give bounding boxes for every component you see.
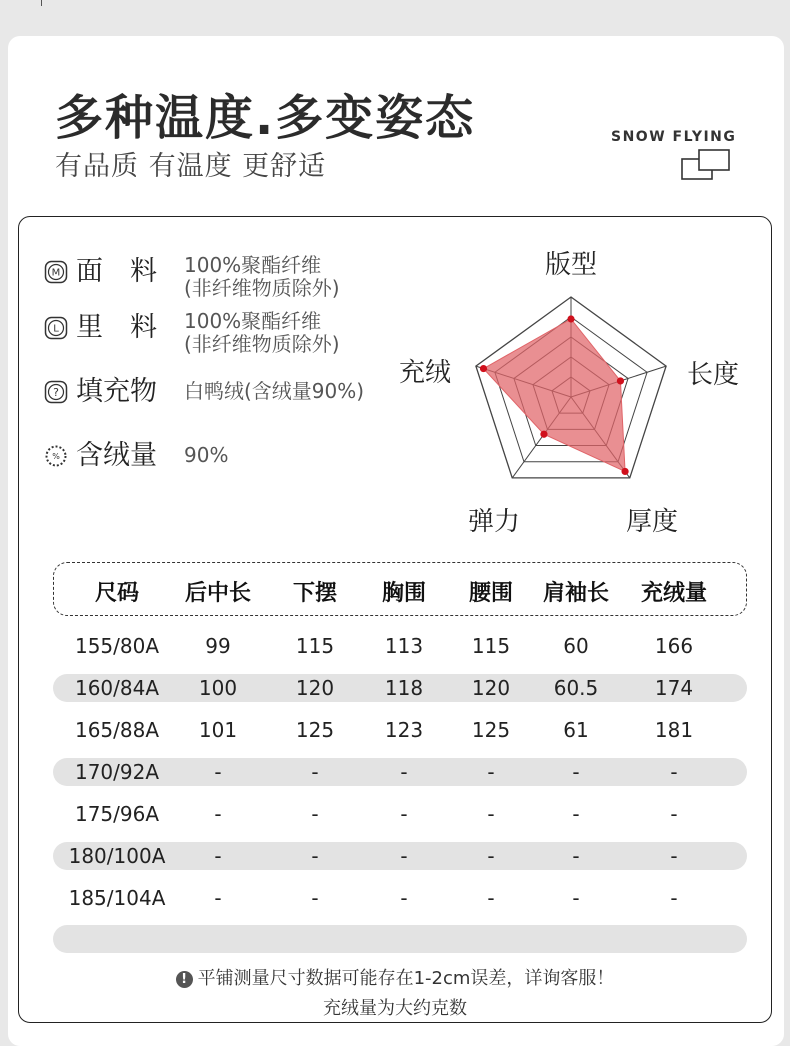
radar-axis-label: 长度 xyxy=(687,360,740,390)
spec-label: 含绒量 xyxy=(76,440,157,471)
table-header-cell: 后中长 xyxy=(184,581,252,606)
svg-text:%: % xyxy=(52,452,60,461)
table-header-cell: 充绒量 xyxy=(640,581,708,606)
table-cell: 115 xyxy=(471,634,511,658)
table-cell: - xyxy=(572,886,580,910)
table-cell: 125 xyxy=(295,718,335,742)
spec-row-down-content xyxy=(44,438,229,471)
table-cell: - xyxy=(487,760,495,784)
table-cell: 61 xyxy=(563,718,589,742)
table-cell: - xyxy=(487,802,495,826)
table-cell: - xyxy=(311,802,319,826)
table-cell: 125 xyxy=(471,718,511,742)
table-cell: 166 xyxy=(654,634,694,658)
table-header-cell: 尺码 xyxy=(94,581,140,606)
question-badge-icon xyxy=(44,380,68,404)
table-cell: - xyxy=(214,886,222,910)
svg-text:?: ? xyxy=(53,386,59,399)
spec-value: 100%聚酯纤维 (非纤维物质除外) xyxy=(184,309,340,356)
table-header-cell: 腰围 xyxy=(468,581,514,606)
radar-axis-label: 充绒 xyxy=(399,358,452,388)
table-cell: - xyxy=(311,844,319,868)
measurement-note: ! 平铺测量尺寸数据可能存在1-2cm误差，详询客服！ xyxy=(0,964,790,990)
table-cell: 170/92A xyxy=(74,760,160,784)
table-header-cell: 胸围 xyxy=(381,581,427,606)
table-cell: - xyxy=(670,802,678,826)
brand-name: SNOW FLYING xyxy=(611,129,737,145)
table-cell: 60 xyxy=(563,634,589,658)
spec-row-fabric xyxy=(44,253,340,300)
spec-label: 填充物 xyxy=(76,376,157,407)
table-cell: - xyxy=(400,760,408,784)
table-cell: 101 xyxy=(198,718,238,742)
table-cell: 120 xyxy=(471,676,511,700)
spec-value: 白鸭绒(含绒量90%) xyxy=(184,379,365,403)
table-cell: 123 xyxy=(384,718,424,742)
table-cell: 120 xyxy=(295,676,335,700)
table-cell: 160/84A xyxy=(74,676,160,700)
table-cell: 113 xyxy=(384,634,424,658)
percent-gauge-icon xyxy=(44,444,68,468)
table-header-cell: 下摆 xyxy=(292,581,338,606)
table-cell: 165/88A xyxy=(74,718,160,742)
table-cell: 60.5 xyxy=(553,676,599,700)
table-cell: 99 xyxy=(205,634,231,658)
exclamation-icon: ! xyxy=(176,971,193,988)
table-header-cell: 肩袖长 xyxy=(542,581,610,606)
spec-row-filling xyxy=(44,374,365,407)
spec-label: 里 料 xyxy=(76,312,157,343)
table-cell: - xyxy=(400,886,408,910)
down-weight-note: 充绒量为大约克数 xyxy=(323,998,467,1019)
table-cell: - xyxy=(572,760,580,784)
radar-value-point xyxy=(567,315,574,322)
spec-row-lining xyxy=(44,309,340,356)
spec-value: 100%聚酯纤维 (非纤维物质除外) xyxy=(184,253,340,300)
table-cell: - xyxy=(670,886,678,910)
table-cell: 155/80A xyxy=(74,634,160,658)
radar-value-point xyxy=(540,431,547,438)
radar-value-point xyxy=(480,365,487,372)
table-cell: - xyxy=(400,844,408,868)
L-badge-icon xyxy=(44,316,68,340)
radar-value-point xyxy=(617,377,624,384)
table-cell: - xyxy=(572,844,580,868)
table-cell: - xyxy=(487,844,495,868)
table-cell: - xyxy=(214,802,222,826)
table-cell: 185/104A xyxy=(68,886,166,910)
top-divider-tick xyxy=(41,0,42,6)
table-cell: - xyxy=(400,802,408,826)
radar-axis-label: 厚度 xyxy=(626,507,679,537)
brand-logo-icon xyxy=(681,148,731,182)
radar-axis-label: 版型 xyxy=(545,250,598,280)
radar-value-point xyxy=(621,468,628,475)
table-cell: 118 xyxy=(384,676,424,700)
table-cell: 175/96A xyxy=(74,802,160,826)
table-cell: - xyxy=(670,760,678,784)
table-cell: - xyxy=(311,886,319,910)
radar-axis-label: 弹力 xyxy=(468,507,521,537)
table-cell: 174 xyxy=(654,676,694,700)
subline: 有品质 有温度 更舒适 xyxy=(55,151,327,182)
svg-text:L: L xyxy=(53,323,59,335)
spec-value: 90% xyxy=(184,443,229,467)
table-cell: 180/100A xyxy=(68,844,166,868)
svg-text:M: M xyxy=(51,267,61,279)
table-cell: - xyxy=(311,760,319,784)
M-badge-icon xyxy=(44,260,68,284)
table-cell: - xyxy=(214,760,222,784)
table-cell: - xyxy=(572,802,580,826)
table-cell: 115 xyxy=(295,634,335,658)
table-cell: - xyxy=(214,844,222,868)
table-cell: - xyxy=(670,844,678,868)
headline: 多种温度.多变姿态 xyxy=(55,90,476,146)
spec-label: 面 料 xyxy=(76,256,157,287)
table-cell: - xyxy=(487,886,495,910)
table-cell: 100 xyxy=(198,676,238,700)
table-cell: 181 xyxy=(654,718,694,742)
table-row-band xyxy=(53,925,747,953)
